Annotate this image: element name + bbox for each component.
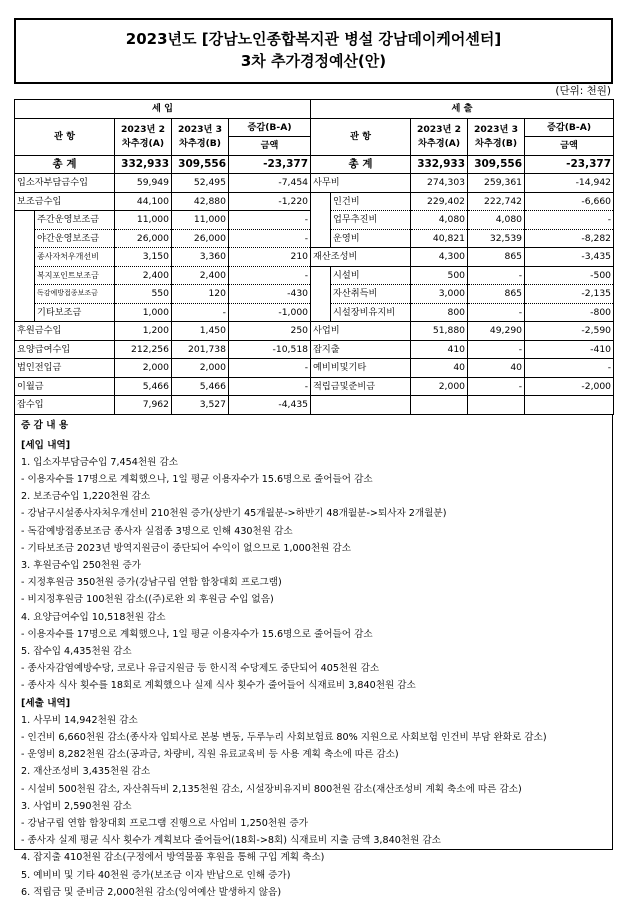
row-income-a: 2,000 bbox=[115, 359, 172, 378]
row-income-diff: - bbox=[229, 359, 311, 378]
row-income-label: 잡수입 bbox=[15, 396, 115, 415]
row-expense-a: 3,000 bbox=[411, 285, 468, 304]
row-expense-diff: - bbox=[525, 359, 614, 378]
row-income-diff: -7,454 bbox=[229, 174, 311, 193]
indent-cell bbox=[15, 266, 35, 285]
row-income-b: 2,400 bbox=[172, 266, 229, 285]
row-expense-a: 4,300 bbox=[411, 248, 468, 267]
row-income-label: 법인전입금 bbox=[15, 359, 115, 378]
row-expense-a: 229,402 bbox=[411, 192, 468, 211]
indent-cell bbox=[15, 303, 35, 322]
table-row bbox=[15, 303, 614, 322]
notes-line: - 이용자수를 17명으로 계획했으나, 1일 평균 이용자수가 15.6명으로 줄어들어 감소 bbox=[21, 473, 373, 485]
table-row bbox=[15, 396, 614, 415]
row-expense-label: 적립금및준비금 bbox=[311, 377, 411, 396]
unit-label: (단위: 천원) bbox=[555, 85, 611, 97]
row-expense-b: 40 bbox=[468, 359, 525, 378]
notes-heading: 증 감 내 용 bbox=[21, 419, 69, 431]
row-income-diff: -1,220 bbox=[229, 192, 311, 211]
table-row bbox=[15, 211, 614, 230]
row-expense-label: 시설장비유지비 bbox=[331, 303, 411, 322]
row-expense-a: 40 bbox=[411, 359, 468, 378]
expense-total-label: 총 계 bbox=[311, 155, 411, 174]
row-expense-b: 865 bbox=[468, 248, 525, 267]
notes-lines bbox=[21, 437, 612, 901]
row-expense-a: 500 bbox=[411, 266, 468, 285]
row-income-a: 44,100 bbox=[115, 192, 172, 211]
income-total-b: 309,556 bbox=[172, 155, 229, 174]
notes-subheading: [세출 내역] bbox=[21, 697, 71, 709]
row-income-b: 26,000 bbox=[172, 229, 229, 248]
row-income-diff: 210 bbox=[229, 248, 311, 267]
row-income-a: 550 bbox=[115, 285, 172, 304]
row-expense-label: 사업비 bbox=[311, 322, 411, 341]
row-expense-diff: -2,000 bbox=[525, 377, 614, 396]
indent-cell bbox=[311, 266, 331, 285]
expense-header: 세 출 bbox=[311, 100, 614, 119]
income-total-a: 332,933 bbox=[115, 155, 172, 174]
row-income-a: 59,949 bbox=[115, 174, 172, 193]
row-expense-diff: -6,660 bbox=[525, 192, 614, 211]
budget-table bbox=[14, 99, 614, 415]
row-expense-a: 410 bbox=[411, 340, 468, 359]
table-row bbox=[15, 377, 614, 396]
notes-line: 1. 입소자부담금수입 7,454천원 감소 bbox=[21, 456, 178, 468]
row-income-b: 11,000 bbox=[172, 211, 229, 230]
income-col-2nd: 2023년 2차추경(A) bbox=[115, 118, 172, 155]
row-income-label: 야간운영보조금 bbox=[35, 229, 115, 248]
row-income-a: 212,256 bbox=[115, 340, 172, 359]
income-col-3rd: 2023년 3차추경(B) bbox=[172, 118, 229, 155]
notes-line: - 종사자감염예방수당, 코로나 유급지원금 등 한시적 수당제도 중단되어 405천원 감소 bbox=[21, 663, 380, 675]
row-income-a: 1,200 bbox=[115, 322, 172, 341]
row-income-label: 기타보조금 bbox=[35, 303, 115, 322]
expense-total-diff: -23,377 bbox=[525, 155, 614, 174]
row-expense-b: 259,361 bbox=[468, 174, 525, 193]
budget-document bbox=[14, 18, 613, 898]
indent-cell bbox=[15, 229, 35, 248]
row-expense-diff: -800 bbox=[525, 303, 614, 322]
row-income-b: 3,360 bbox=[172, 248, 229, 267]
row-expense-a: 800 bbox=[411, 303, 468, 322]
notes-line: 1. 사무비 14,942천원 감소 bbox=[21, 714, 138, 726]
row-income-label: 독감예방접종보조금 bbox=[35, 285, 115, 304]
row-expense-b bbox=[468, 396, 525, 415]
row-income-diff: -1,000 bbox=[229, 303, 311, 322]
row-expense-b: 32,539 bbox=[468, 229, 525, 248]
title-box bbox=[14, 18, 613, 84]
row-income-diff: -430 bbox=[229, 285, 311, 304]
notes-subheading: [세입 내역] bbox=[21, 439, 71, 451]
expense-amount-header: 금액 bbox=[525, 137, 614, 156]
row-expense-label: 업무추진비 bbox=[331, 211, 411, 230]
notes-line: - 종사자 식사 횟수를 18회로 계획했으나 실제 식사 횟수가 줄어들어 식재료비 3,840천원 감소 bbox=[21, 680, 416, 692]
notes-line: - 인건비 6,660천원 감소(종사자 입퇴사로 본봉 변동, 두루누리 사회보험료 80% 지원으로 사회보험 인건비 부담 완화로 감소) bbox=[21, 731, 547, 743]
row-expense-diff bbox=[525, 396, 614, 415]
notes-line: 4. 요양급여수입 10,518천원 감소 bbox=[21, 611, 166, 623]
row-income-diff: -10,518 bbox=[229, 340, 311, 359]
row-income-diff: - bbox=[229, 266, 311, 285]
expense-total-a: 332,933 bbox=[411, 155, 468, 174]
row-income-b: 1,450 bbox=[172, 322, 229, 341]
indent-cell bbox=[311, 229, 331, 248]
row-income-diff: - bbox=[229, 211, 311, 230]
row-expense-label bbox=[311, 396, 411, 415]
row-expense-diff: -3,435 bbox=[525, 248, 614, 267]
indent-cell bbox=[15, 211, 35, 230]
row-expense-label: 인건비 bbox=[331, 192, 411, 211]
notes-line: 3. 후원금수입 250천원 증가 bbox=[21, 559, 142, 571]
table-row bbox=[15, 192, 614, 211]
row-expense-diff: -2,135 bbox=[525, 285, 614, 304]
row-income-b: 5,466 bbox=[172, 377, 229, 396]
indent-cell bbox=[15, 285, 35, 304]
income-amount-header: 금액 bbox=[229, 137, 311, 156]
row-expense-diff: -500 bbox=[525, 266, 614, 285]
row-expense-b: 49,290 bbox=[468, 322, 525, 341]
notes-line: - 운영비 8,282천원 감소(공과금, 차량비, 직원 유료교육비 등 사용 계획 축소에 따른 감소) bbox=[21, 749, 399, 761]
table-row bbox=[15, 248, 614, 267]
row-expense-a: 40,821 bbox=[411, 229, 468, 248]
expense-col-2nd: 2023년 2차추경(A) bbox=[411, 118, 468, 155]
row-expense-diff: -8,282 bbox=[525, 229, 614, 248]
row-expense-a: 2,000 bbox=[411, 377, 468, 396]
row-expense-b: 4,080 bbox=[468, 211, 525, 230]
row-income-a: 3,150 bbox=[115, 248, 172, 267]
notes-line: 5. 잡수입 4,435천원 감소 bbox=[21, 645, 132, 657]
row-expense-label: 운영비 bbox=[331, 229, 411, 248]
row-expense-a: 51,880 bbox=[411, 322, 468, 341]
title-line1: 2023년도 [강남노인종합복지관 병설 강남데이케어센터] bbox=[125, 30, 502, 48]
indent-cell bbox=[311, 192, 331, 211]
row-income-label: 입소자부담금수입 bbox=[15, 174, 115, 193]
row-expense-label: 잡지출 bbox=[311, 340, 411, 359]
row-income-label: 종사자처우개선비 bbox=[35, 248, 115, 267]
row-expense-b: 865 bbox=[468, 285, 525, 304]
notes-line: 2. 재산조성비 3,435천원 감소 bbox=[21, 766, 151, 778]
notes-line: - 기타보조금 2023년 방역지원금이 중단되어 수익이 없으므로 1,000천원 감소 bbox=[21, 542, 351, 554]
row-income-diff: 250 bbox=[229, 322, 311, 341]
expense-total-b: 309,556 bbox=[468, 155, 525, 174]
table-row bbox=[15, 322, 614, 341]
notes-line: - 강남구시설종사자처우개선비 210천원 증가(상반기 45개월분->하반기 48개월분->퇴사자 2개월분) bbox=[21, 508, 447, 520]
row-expense-a bbox=[411, 396, 468, 415]
income-gwanhang: 관 항 bbox=[15, 118, 115, 155]
notes-line: 6. 적립금 및 준비금 2,000천원 감소(잉여예산 발생하지 않음) bbox=[21, 886, 282, 898]
row-income-b: 201,738 bbox=[172, 340, 229, 359]
notes-line: - 시설비 500천원 감소, 자산취득비 2,135천원 감소, 시설장비유지비 800천원 감소(재산조성비 계획 축소에 따른 감소) bbox=[21, 783, 522, 795]
notes-line: 5. 예비비 및 기타 40천원 증가(보조금 이자 반납으로 인해 증가) bbox=[21, 869, 291, 881]
indent-cell bbox=[311, 285, 331, 304]
row-expense-diff: -14,942 bbox=[525, 174, 614, 193]
row-expense-label: 시설비 bbox=[331, 266, 411, 285]
row-income-b: 52,495 bbox=[172, 174, 229, 193]
title-line2: 3차 추가경정예산(안) bbox=[240, 52, 387, 70]
row-expense-b: - bbox=[468, 266, 525, 285]
row-expense-b: - bbox=[468, 340, 525, 359]
row-expense-diff: - bbox=[525, 211, 614, 230]
row-income-a: 7,962 bbox=[115, 396, 172, 415]
row-income-diff: - bbox=[229, 377, 311, 396]
row-income-diff: -4,435 bbox=[229, 396, 311, 415]
row-income-label: 후원금수입 bbox=[15, 322, 115, 341]
row-expense-b: - bbox=[468, 377, 525, 396]
notes-line: - 종사자 실제 평균 식사 횟수가 계획보다 줄어들어(18회->8회) 식재료비 지출 금액 3,840천원 감소 bbox=[21, 835, 441, 847]
indent-cell bbox=[15, 248, 35, 267]
row-income-a: 5,466 bbox=[115, 377, 172, 396]
row-expense-b: - bbox=[468, 303, 525, 322]
income-diff-header: 증감(B-A) bbox=[229, 118, 311, 137]
row-income-label: 이월금 bbox=[15, 377, 115, 396]
income-total-diff: -23,377 bbox=[229, 155, 311, 174]
row-expense-a: 274,303 bbox=[411, 174, 468, 193]
row-income-b: 2,000 bbox=[172, 359, 229, 378]
table-row bbox=[15, 266, 614, 285]
notes-line: - 이용자수를 17명으로 계획했으나, 1일 평균 이용자수가 15.6명으로 줄어들어 감소 bbox=[21, 628, 373, 640]
row-income-b: 42,880 bbox=[172, 192, 229, 211]
expense-col-3rd: 2023년 3차추경(B) bbox=[468, 118, 525, 155]
expense-diff-header: 증감(B-A) bbox=[525, 118, 614, 137]
row-income-b: 120 bbox=[172, 285, 229, 304]
row-income-b: 3,527 bbox=[172, 396, 229, 415]
table-row bbox=[15, 340, 614, 359]
table-row bbox=[15, 359, 614, 378]
row-income-b: - bbox=[172, 303, 229, 322]
row-income-label: 복지포인트보조금 bbox=[35, 266, 115, 285]
row-income-label: 주간운영보조금 bbox=[35, 211, 115, 230]
notes-line: - 지정후원금 350천원 증가(강남구립 연합 합창대회 프로그램) bbox=[21, 577, 282, 589]
table-row bbox=[15, 229, 614, 248]
income-header: 세 입 bbox=[15, 100, 311, 119]
row-expense-label: 재산조성비 bbox=[311, 248, 411, 267]
row-income-a: 11,000 bbox=[115, 211, 172, 230]
notes-section bbox=[14, 415, 613, 898]
row-expense-label: 예비비및기타 bbox=[311, 359, 411, 378]
row-expense-b: 222,742 bbox=[468, 192, 525, 211]
row-expense-label: 사무비 bbox=[311, 174, 411, 193]
notes-line: - 독감예방접종보조금 종사자 실접종 3명으로 인해 430천원 감소 bbox=[21, 525, 293, 537]
row-expense-a: 4,080 bbox=[411, 211, 468, 230]
indent-cell bbox=[311, 303, 331, 322]
row-income-a: 1,000 bbox=[115, 303, 172, 322]
table-row bbox=[15, 174, 614, 193]
notes-line: 3. 사업비 2,590천원 감소 bbox=[21, 800, 132, 812]
row-expense-label: 자산취득비 bbox=[331, 285, 411, 304]
income-total-label: 총 계 bbox=[15, 155, 115, 174]
notes-line: 2. 보조금수입 1,220천원 감소 bbox=[21, 491, 151, 503]
expense-gwanhang: 관 항 bbox=[311, 118, 411, 155]
row-income-diff: - bbox=[229, 229, 311, 248]
notes-line: - 비지정후원금 100천원 감소((주)로완 외 후원금 수입 없음) bbox=[21, 594, 274, 606]
row-income-label: 요양급여수입 bbox=[15, 340, 115, 359]
table-row bbox=[15, 285, 614, 304]
notes-line: - 강남구립 연합 합창대회 프로그램 진행으로 사업비 1,250천원 증가 bbox=[21, 817, 309, 829]
indent-cell bbox=[311, 211, 331, 230]
notes-line: 4. 잡지출 410천원 감소(구정에서 방역물품 후원을 통해 구입 계획 축소) bbox=[21, 852, 325, 864]
row-income-a: 26,000 bbox=[115, 229, 172, 248]
row-income-a: 2,400 bbox=[115, 266, 172, 285]
row-income-label: 보조금수입 bbox=[15, 192, 115, 211]
row-expense-diff: -410 bbox=[525, 340, 614, 359]
row-expense-diff: -2,590 bbox=[525, 322, 614, 341]
